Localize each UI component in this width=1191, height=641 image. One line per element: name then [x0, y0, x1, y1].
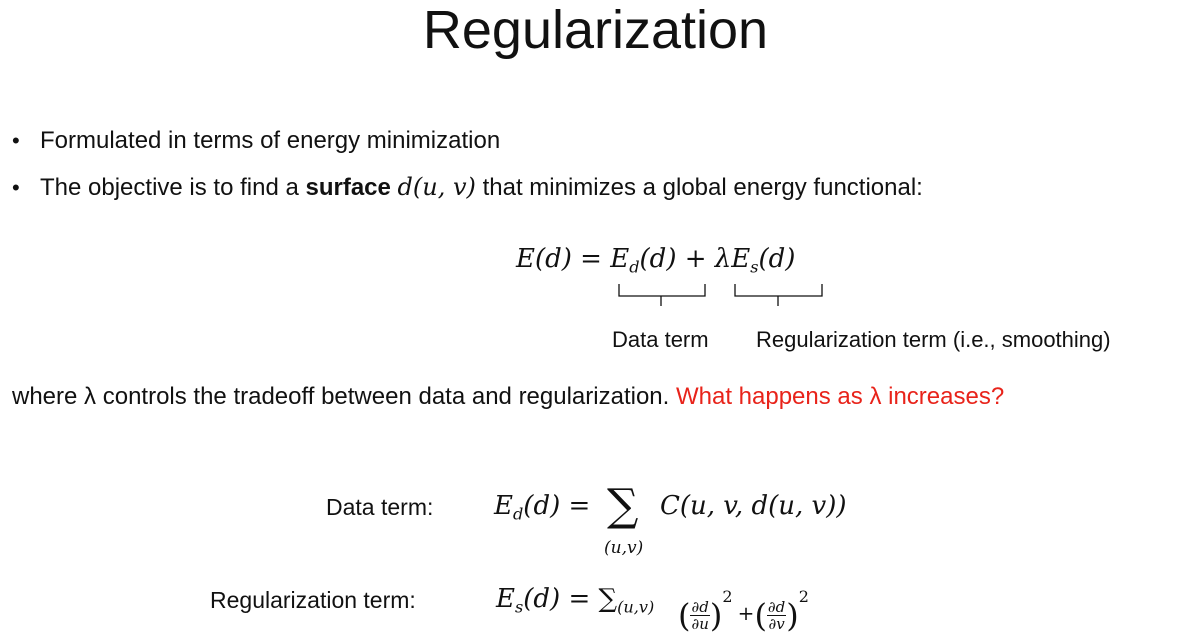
- reg-term-lhs: E: [496, 584, 515, 614]
- regularization-term-brace-icon: [735, 284, 822, 306]
- data-term-equation: [494, 489, 590, 532]
- main-eq-lhs: E(d) =: [516, 244, 602, 274]
- main-eq-term1-arg: (d) + λE: [639, 244, 751, 274]
- lambda-symbol: λ: [84, 383, 97, 410]
- bullet-2-suffix: that minimizes a global energy functional:: [475, 174, 923, 201]
- bullet-2-bold: surface: [305, 174, 391, 201]
- power-1: 2: [722, 587, 733, 606]
- data-term-sigma-under: (u,v): [604, 538, 644, 558]
- data-term-lhs-sub: d: [512, 504, 524, 524]
- partial-frac-v: $\frac{\partial d}{\partial v}$: [767, 598, 786, 633]
- reg-term-sum-sub: (u,v): [617, 597, 655, 617]
- explanation-line: [12, 382, 1004, 412]
- data-term-sigma: ∑: [607, 480, 639, 531]
- data-term-brace-label: Data term: [612, 327, 709, 352]
- bullet-dot-icon: •: [12, 128, 20, 153]
- bullet-1-text: Formulated in terms of energy minimization: [40, 127, 501, 154]
- slide-title: Regularization: [422, 0, 769, 60]
- reg-term-lhs-sub: s: [514, 597, 524, 617]
- explanation-prefix: where: [12, 383, 85, 410]
- main-eq-term1-sub: d: [629, 257, 640, 277]
- main-eq-term1: E: [610, 244, 630, 274]
- data-term-label: Data term:: [326, 494, 434, 520]
- regularization-term-equation: [496, 582, 654, 625]
- data-term-brace-icon: [619, 284, 705, 306]
- partial-frac-u: $\frac{\partial d}{\partial u}$: [691, 598, 709, 633]
- reg-term-lhs-arg: (d) = ∑: [523, 584, 618, 614]
- regularization-term-label: Regularization term:: [210, 587, 416, 613]
- explanation-middle: controls the tradeoff between data and regularization.: [96, 383, 676, 410]
- explanation-question: What happens as λ increases?: [675, 383, 1005, 410]
- main-eq-term2-sub: s: [750, 257, 759, 277]
- bullet-2-prefix: The objective is to find a: [40, 174, 306, 201]
- reg-term-derivatives: ( $\frac{\partial d}{\partial u}$ )2 +( $\frac{\partial d}{\partial v}$ )2: [678, 587, 809, 635]
- data-term-lhs-arg: (d) =: [523, 491, 591, 521]
- bullet-2-math: d(u, v): [397, 173, 476, 201]
- main-eq-term2-arg: (d): [758, 244, 796, 274]
- plus-sign: +: [737, 601, 755, 625]
- bullet-dot-icon: •: [12, 175, 20, 200]
- data-term-lhs: E: [494, 491, 513, 521]
- regularization-term-brace-label: Regularization term (i.e., smoothing): [756, 327, 1111, 352]
- data-term-rhs: C(u, v, d(u, v)): [660, 491, 847, 521]
- power-2: 2: [798, 587, 809, 606]
